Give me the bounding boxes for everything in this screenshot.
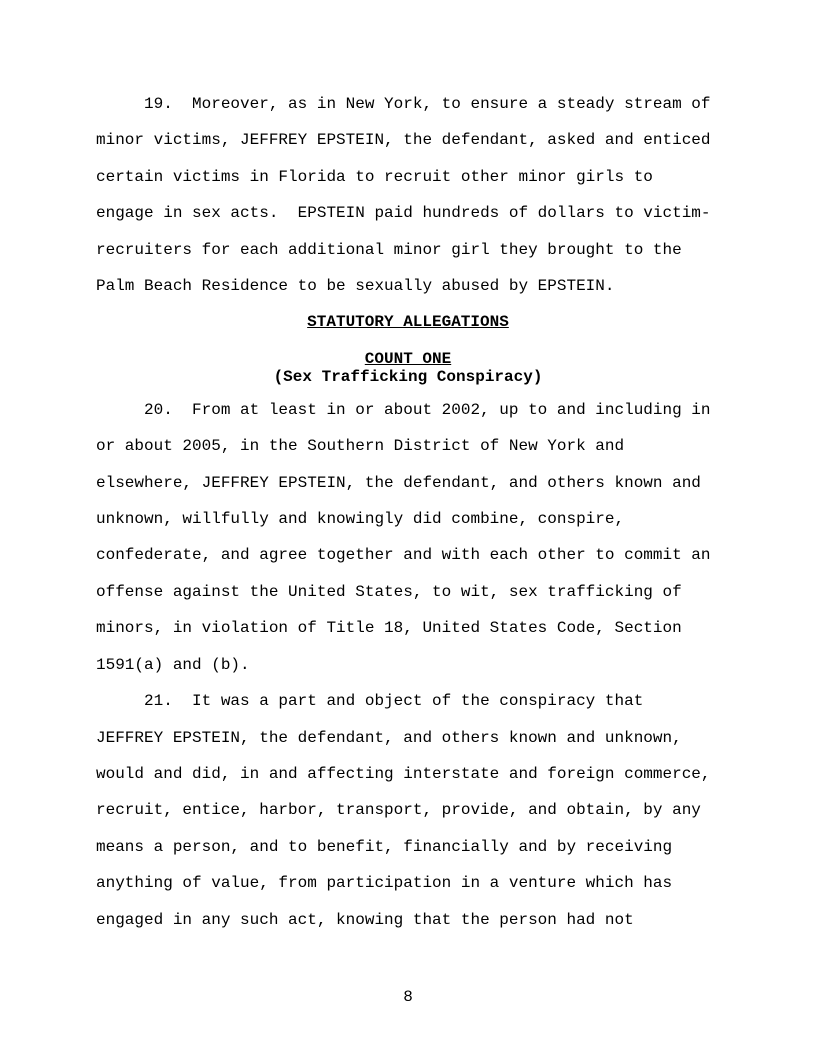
text-line: engaged in any such act, knowing that the person had not (96, 910, 634, 929)
heading-count-one: COUNT ONE (364, 349, 452, 368)
paragraph-19 (96, 86, 720, 304)
text-line: elsewhere, JEFFREY EPSTEIN, the defendant, and others known and (96, 473, 701, 492)
paragraph-20 (96, 392, 720, 683)
text-line: engage in sex acts. EPSTEIN paid hundreds of dollars to victim- (96, 204, 711, 223)
text-line: 21. It was a part and object of the conspiracy that (96, 692, 644, 711)
text-line: confederate, and agree together and with each other to commit an (96, 546, 711, 565)
text-line: recruiters for each additional minor girl they brought to the (96, 240, 682, 259)
text-line: minor victims, JEFFREY EPSTEIN, the defendant, asked and enticed (96, 131, 711, 150)
text-line: Palm Beach Residence to be sexually abused by EPSTEIN. (96, 277, 615, 296)
text-line: 19. Moreover, as in New York, to ensure a steady stream of (96, 95, 711, 113)
text-line: JEFFREY EPSTEIN, the defendant, and others known and unknown, (96, 728, 682, 747)
text-line: minors, in violation of Title 18, United States Code, Section (96, 619, 682, 638)
text-line: 20. From at least in or about 2002, up to and including in (96, 400, 711, 419)
heading-count-one-subtitle: (Sex Trafficking Conspiracy) (273, 368, 543, 387)
text-line: offense against the United States, to wit, sex trafficking of (96, 582, 682, 601)
text-line: 1591(a) and (b). (96, 655, 250, 674)
text-line: certain victims in Florida to recruit other minor girls to (96, 167, 653, 186)
text-line: or about 2005, in the Southern District of New York and (96, 437, 625, 456)
page-number: 8 (403, 988, 413, 1006)
text-line: unknown, willfully and knowingly did combine, conspire, (96, 510, 625, 529)
text-line: means a person, and to benefit, financially and by receiving (96, 837, 673, 856)
text-line: would and did, in and affecting interstate and foreign commerce, (96, 764, 711, 783)
heading-statutory-allegations: STATUTORY ALLEGATIONS (307, 313, 509, 332)
document-content (96, 86, 720, 938)
text-line: anything of value, from participation in a venture which has (96, 874, 673, 893)
paragraph-21 (96, 683, 720, 938)
text-line: recruit, entice, harbor, transport, provide, and obtain, by any (96, 801, 701, 820)
